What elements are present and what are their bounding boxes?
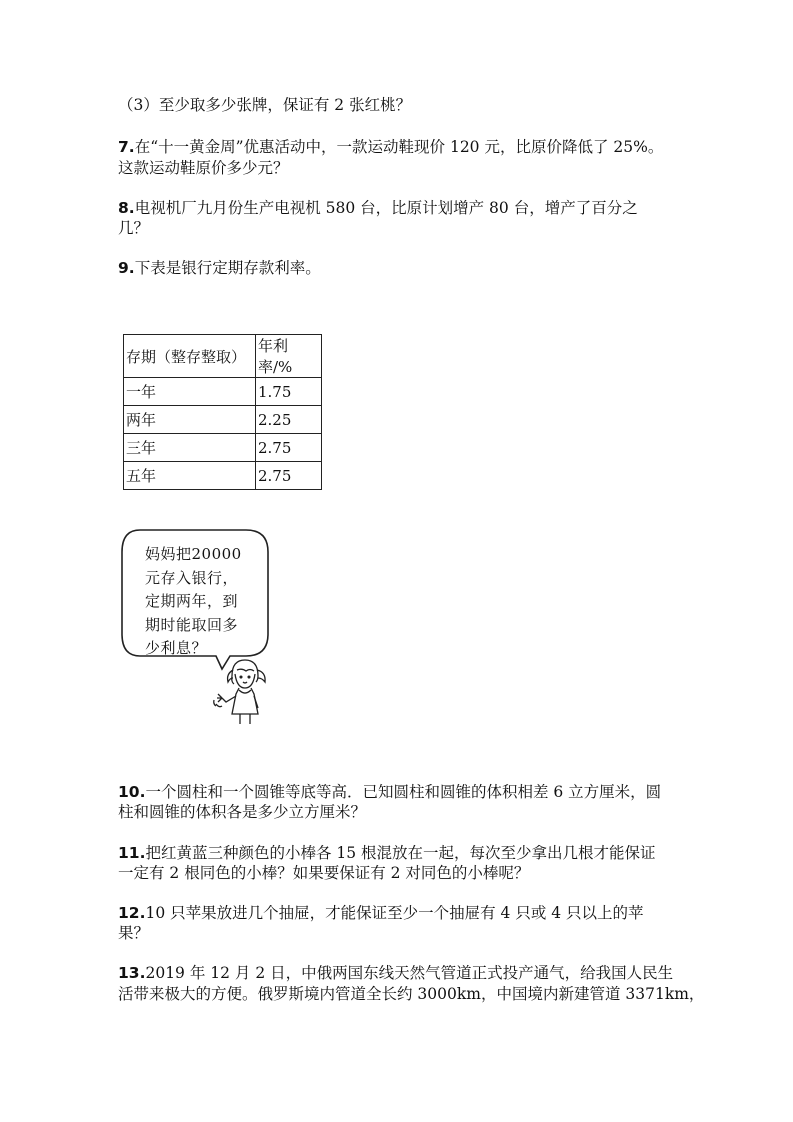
question-text: 2019 年 12 月 2 日，中俄两国东线天然气管道正式投产通气，给我国人民生 (145, 964, 674, 982)
table-cell: 1.75 (256, 378, 322, 406)
question-number: 11. (118, 844, 146, 862)
table-header-row (124, 335, 322, 378)
question-text: 在“十一黄金周”优惠活动中，一款运动鞋现价 120 元，比原价降低了 25%。 (134, 138, 664, 156)
speech-bubble-text (145, 543, 265, 661)
table-cell: 三年 (124, 434, 256, 462)
table-row (124, 406, 322, 434)
table-cell: 五年 (124, 462, 256, 490)
interest-rate-table (123, 334, 322, 490)
table-row (124, 462, 322, 490)
table-row (124, 378, 322, 406)
question-number: 8. (118, 199, 135, 217)
question-text-cont: 一定有 2 根同色的小棒？如果要保证有 2 对同色的小棒呢？ (118, 864, 530, 882)
question-text-cont: 几？ (118, 219, 150, 237)
girl-illustration (212, 656, 272, 728)
question-number: 7. (118, 138, 135, 156)
table-cell: 两年 (124, 406, 256, 434)
question-text-cont: 这款运动鞋原价多少元？ (118, 159, 289, 177)
table-header-cell: 年利率/% (256, 335, 322, 378)
bubble-line: 期时能取回多 (145, 615, 239, 634)
question-number: 10. (118, 783, 146, 801)
table-row (124, 434, 322, 462)
question-text: 把红黄蓝三种颜色的小棒各 15 根混放在一起，每次至少拿出几根才能保证 (145, 844, 656, 862)
table-cell: 2.25 (256, 406, 322, 434)
question-text-cont: 活带来极大的方便。俄罗斯境内管道全长约 3000km，中国境内新建管道 3371km， (118, 985, 705, 1003)
question-number: 9. (118, 259, 135, 277)
table-cell: 2.75 (256, 462, 322, 490)
question-number: 13. (118, 964, 146, 982)
question-6-part-3: （3）至少取多少张牌，保证有 2 张红桃？ (118, 96, 412, 114)
bubble-line: 定期两年，到 (145, 592, 239, 610)
question-text-cont: 柱和圆锥的体积各是多少立方厘米？ (118, 803, 367, 821)
question-text: 10 只苹果放进几个抽屉，才能保证至少一个抽屉有 4 只或 4 只以上的苹 (145, 904, 644, 922)
bubble-line: 妈妈把20000 (145, 545, 242, 563)
bubble-line: 少利息？ (145, 639, 208, 657)
table-header-cell: 存期（整存整取） (124, 335, 256, 378)
question-text-cont: 果？ (118, 924, 150, 942)
question-number: 12. (118, 904, 146, 922)
table-cell: 2.75 (256, 434, 322, 462)
question-text: 电视机厂九月份生产电视机 580 台，比原计划增产 80 台，增产了百分之 (134, 199, 638, 217)
table-cell: 一年 (124, 378, 256, 406)
bubble-line: 元存入银行， (145, 568, 239, 587)
question-text: 一个圆柱和一个圆锥等底等高．已知圆柱和圆锥的体积相差 6 立方厘米，圆 (145, 783, 662, 801)
question-text: 下表是银行定期存款利率。 (134, 259, 321, 277)
